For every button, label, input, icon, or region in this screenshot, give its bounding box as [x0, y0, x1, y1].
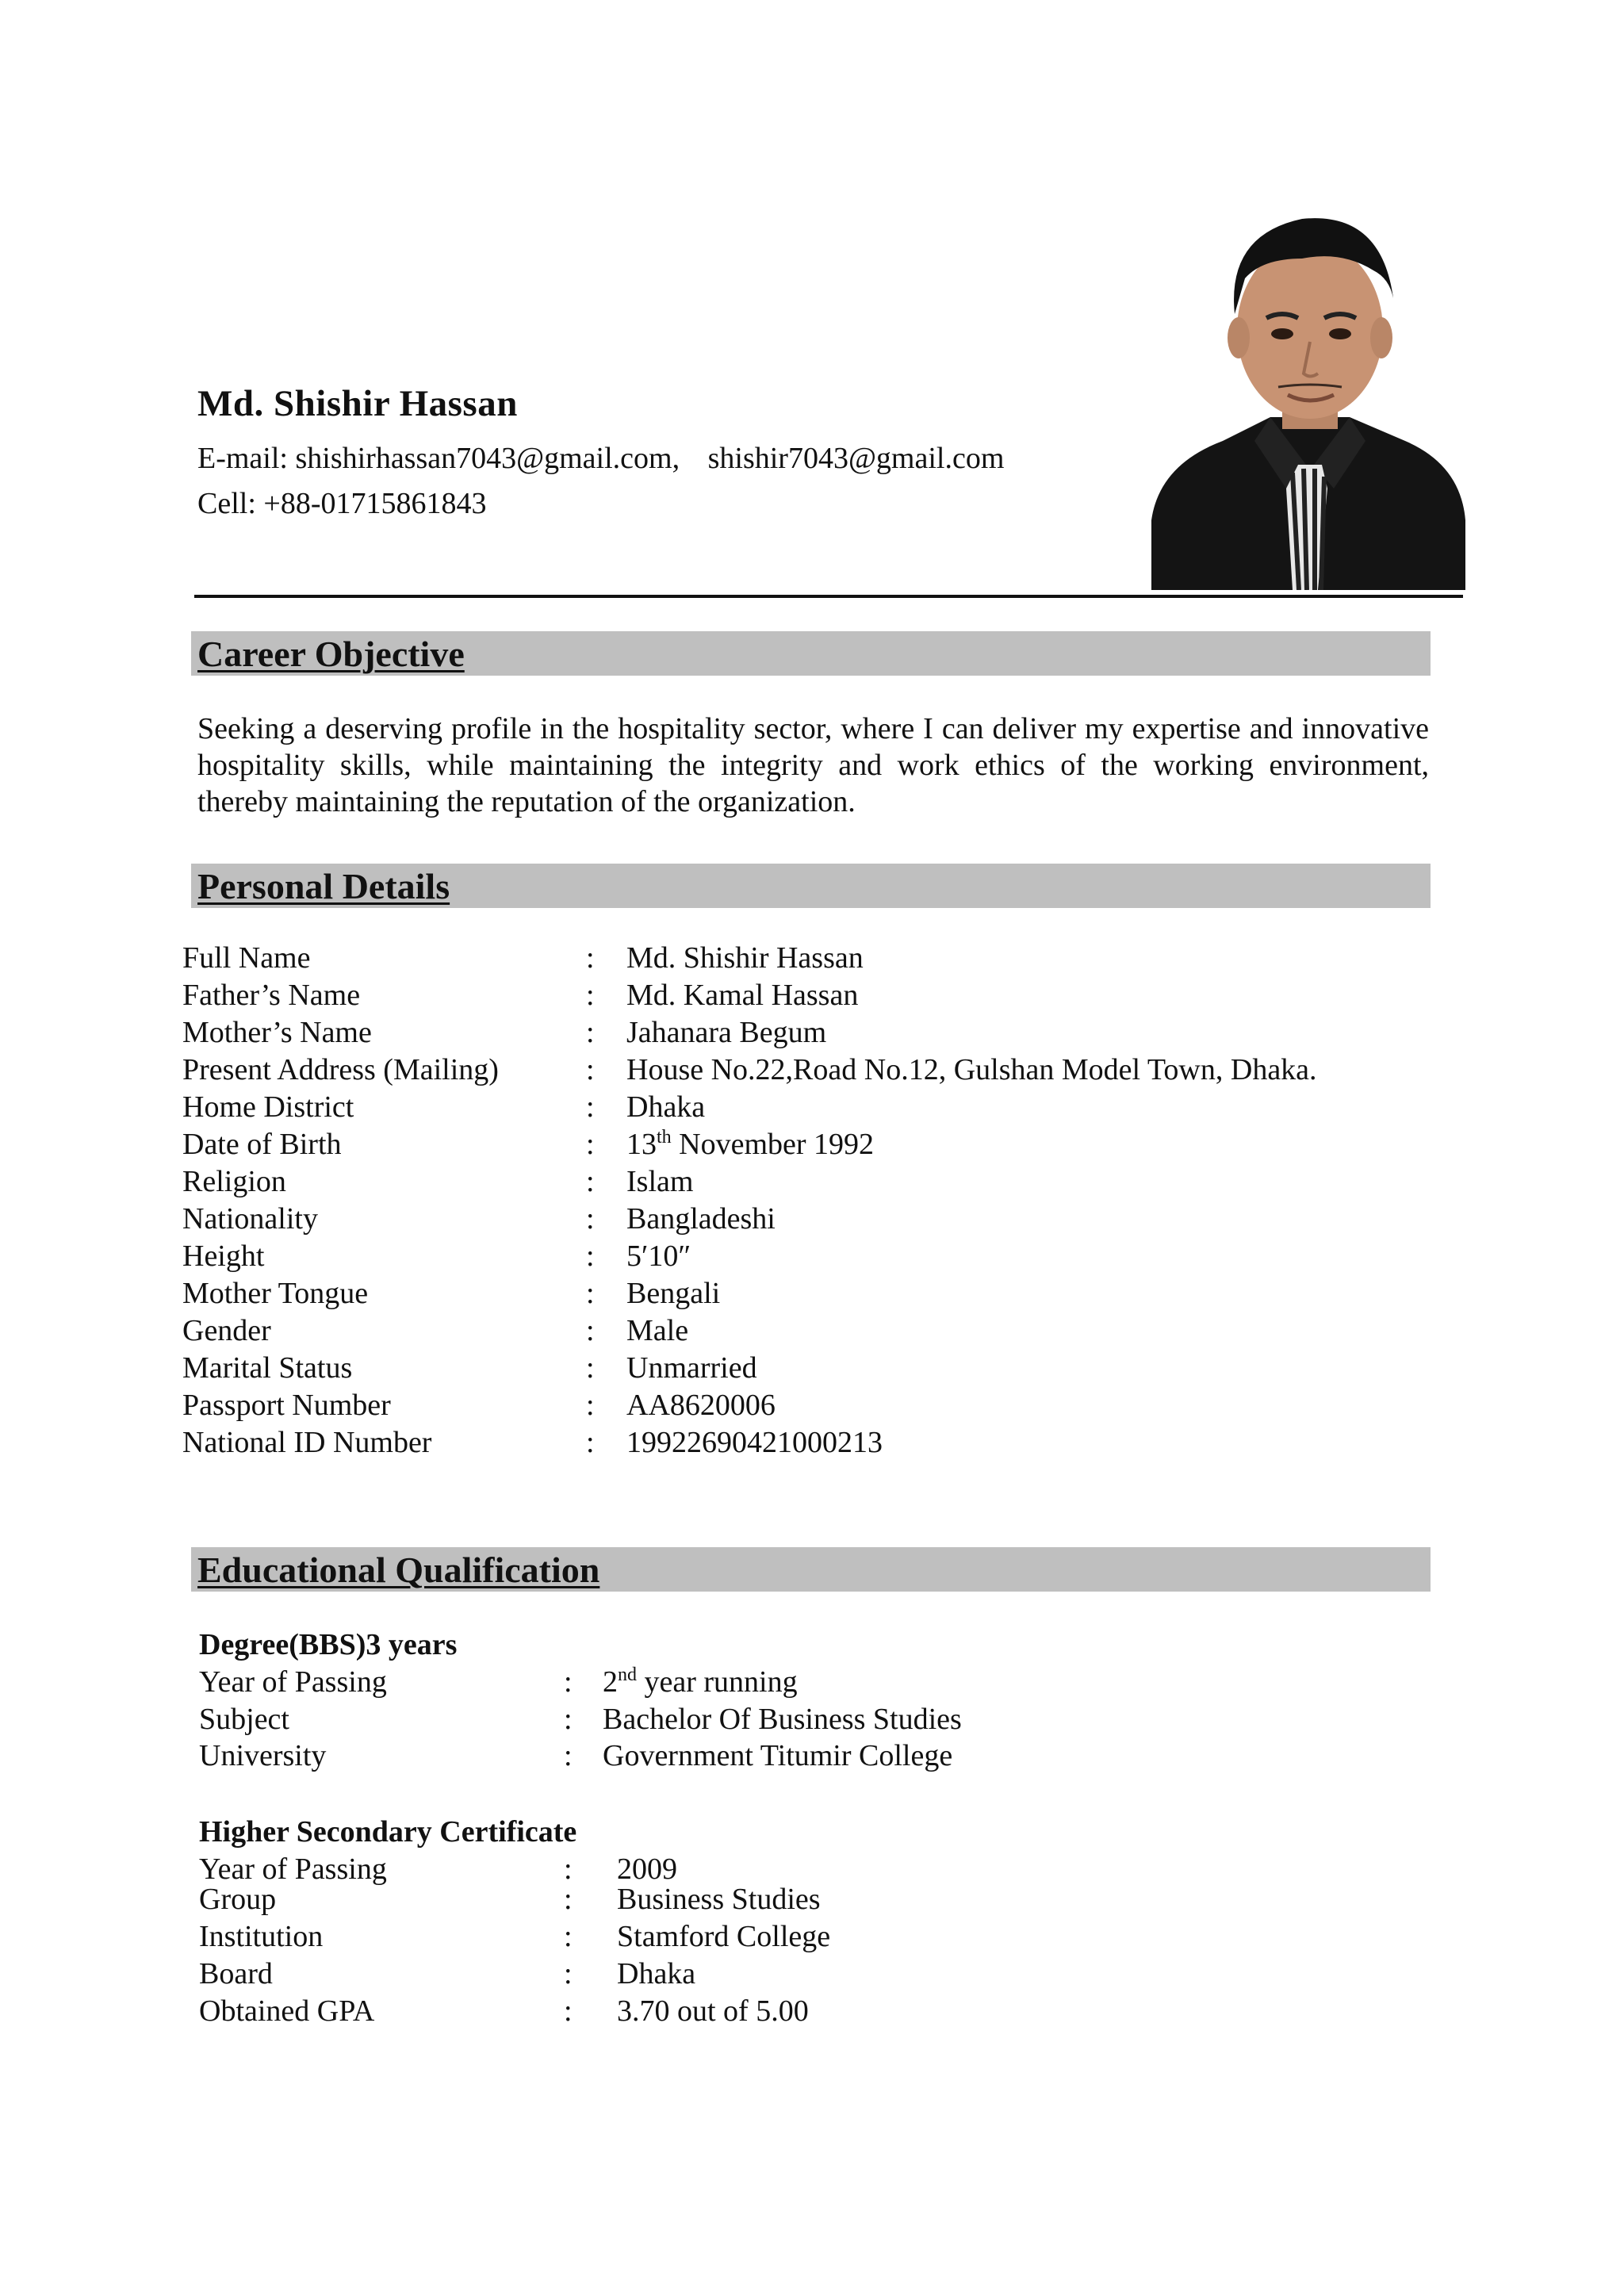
edu-label: Group	[199, 1883, 277, 1916]
section-title: Personal Details	[197, 866, 450, 906]
detail-label: Home District	[182, 1090, 354, 1124]
edu-value: Business Studies	[617, 1883, 821, 1916]
dob-suffix: th	[657, 1127, 672, 1148]
cell-number: +88-01715861843	[263, 487, 487, 520]
email-line	[197, 441, 1004, 476]
edu-label: Subject	[199, 1703, 289, 1736]
detail-label: Full Name	[182, 941, 311, 975]
detail-label: Passport Number	[182, 1389, 391, 1422]
detail-label: Father’s Name	[182, 979, 361, 1012]
edu-label: University	[199, 1739, 327, 1772]
edu-colon: :	[564, 1957, 573, 1990]
detail-value: Md. Kamal Hassan	[626, 979, 859, 1012]
section-title: Educational Qualification	[197, 1550, 600, 1590]
detail-value: 5′10″	[626, 1239, 691, 1273]
detail-colon: :	[586, 1053, 595, 1086]
detail-value: 19922690421000213	[626, 1426, 883, 1459]
edu-colon: :	[564, 1883, 573, 1916]
career-objective-text: Seeking a deserving profile in the hospitality sector, where I can deliver my expertise and innovative hospitality skills, while maintaining the integrity and work ethics of the working environment, thereby maintaining the reputation of the organization.	[197, 712, 1429, 818]
edu-value: Government Titumir College	[603, 1739, 953, 1772]
edu-label: Year of Passing	[199, 1665, 387, 1699]
year-suffix: nd	[618, 1665, 637, 1685]
detail-value: Bengali	[626, 1277, 721, 1310]
edu-label: Obtained GPA	[199, 1994, 375, 2028]
detail-label: Marital Status	[182, 1351, 353, 1385]
detail-colon: :	[586, 1202, 595, 1236]
dob-day: 13	[626, 1128, 657, 1161]
edu-colon: :	[564, 1739, 573, 1772]
detail-value: Islam	[626, 1165, 694, 1198]
detail-value: Unmarried	[626, 1351, 757, 1385]
cell-label: Cell:	[197, 487, 256, 520]
detail-value: Dhaka	[626, 1090, 706, 1124]
year-number: 2	[603, 1665, 618, 1699]
detail-colon: :	[586, 1351, 595, 1385]
candidate-name: Md. Shishir Hassan	[197, 383, 518, 424]
edu-value	[603, 1665, 798, 1699]
cell-line	[197, 486, 486, 521]
degree-heading: Degree(BBS)3 years	[199, 1628, 458, 1661]
email-primary: shishirhassan7043@gmail.com,	[295, 442, 680, 475]
detail-colon: :	[586, 1165, 595, 1198]
email-label: E-mail:	[197, 442, 288, 475]
detail-colon: :	[586, 1090, 595, 1124]
detail-colon: :	[586, 1314, 595, 1347]
detail-label: Present Address (Mailing)	[182, 1053, 499, 1086]
section-career-objective	[191, 631, 1431, 676]
edu-value: 2009	[617, 1852, 677, 1886]
detail-value: Md. Shishir Hassan	[626, 941, 864, 975]
edu-colon: :	[564, 1994, 573, 2028]
edu-colon: :	[564, 1665, 573, 1699]
detail-label: National ID Number	[182, 1426, 432, 1459]
detail-colon: :	[586, 1426, 595, 1459]
detail-value: Bangladeshi	[626, 1202, 776, 1236]
detail-value	[626, 1127, 874, 1162]
detail-colon: :	[586, 1277, 595, 1310]
detail-label: Height	[182, 1239, 265, 1273]
detail-colon: :	[586, 1128, 595, 1161]
detail-value: Jahanara Begum	[626, 1016, 827, 1049]
year-rest: year running	[637, 1665, 798, 1699]
profile-photo	[1151, 203, 1465, 590]
edu-value: 3.70 out of 5.00	[617, 1994, 809, 2028]
edu-label: Institution	[199, 1920, 324, 1953]
edu-colon: :	[564, 1852, 573, 1886]
detail-colon: :	[586, 1389, 595, 1422]
section-educational-qualification	[191, 1547, 1431, 1592]
edu-colon: :	[564, 1920, 573, 1953]
detail-label: Date of Birth	[182, 1128, 342, 1161]
edu-label: Year of Passing	[199, 1852, 387, 1886]
edu-value: Bachelor Of Business Studies	[603, 1703, 962, 1736]
dob-rest: November 1992	[671, 1128, 875, 1161]
section-personal-details	[191, 864, 1431, 908]
detail-value: House No.22,Road No.12, Gulshan Model Town, Dhaka.	[626, 1053, 1317, 1086]
detail-label: Mother Tongue	[182, 1277, 369, 1310]
detail-value: AA8620006	[626, 1389, 776, 1422]
edu-colon: :	[564, 1703, 573, 1736]
detail-label: Mother’s Name	[182, 1016, 372, 1049]
detail-colon: :	[586, 979, 595, 1012]
edu-value: Stamford College	[617, 1920, 831, 1953]
detail-value: Male	[626, 1314, 689, 1347]
header-divider	[194, 595, 1463, 598]
edu-label: Board	[199, 1957, 273, 1990]
detail-colon: :	[586, 1239, 595, 1273]
hsc-heading: Higher Secondary Certificate	[199, 1815, 577, 1849]
detail-label: Religion	[182, 1165, 286, 1198]
detail-colon: :	[586, 1016, 595, 1049]
detail-label: Nationality	[182, 1202, 318, 1236]
section-title: Career Objective	[197, 634, 465, 674]
email-secondary: shishir7043@gmail.com	[707, 442, 1005, 475]
detail-colon: :	[586, 941, 595, 975]
detail-label: Gender	[182, 1314, 271, 1347]
edu-value: Dhaka	[617, 1957, 696, 1990]
